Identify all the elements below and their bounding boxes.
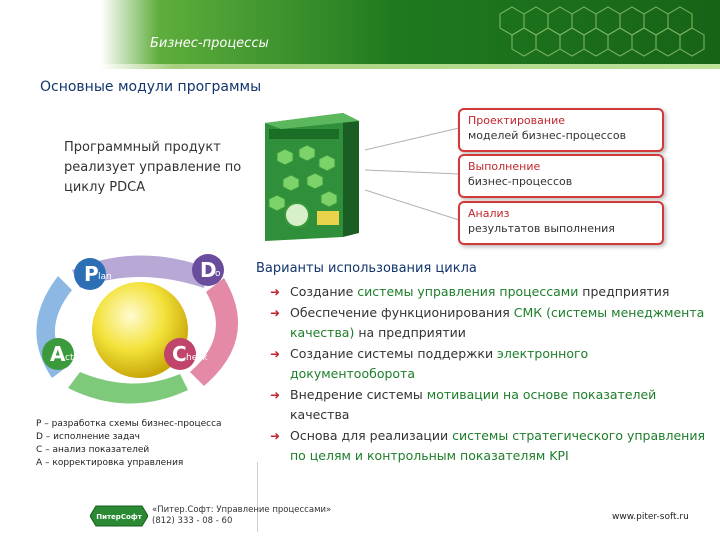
do-suffix: o xyxy=(215,269,221,279)
stage-title: Выполнение xyxy=(468,160,541,173)
plan-suffix: lan xyxy=(98,272,112,282)
arrow-right-icon: ➜ xyxy=(270,305,281,320)
svg-text:ПитерСофт: ПитерСофт xyxy=(96,513,142,521)
product-description: Программный продукт реализует управление по циклу PDCA xyxy=(64,140,242,195)
usage-list xyxy=(270,282,716,467)
do-letter: D xyxy=(200,258,217,282)
check-suffix: heck xyxy=(186,353,208,363)
arrow-right-icon: ➜ xyxy=(270,387,281,402)
stage-title: Проектирование xyxy=(468,114,565,127)
arrow-do-check xyxy=(190,278,238,386)
footer-phone: (812) 333 - 08 - 60 xyxy=(152,516,233,526)
stage-subtitle: моделей бизнес-процессов xyxy=(468,129,627,142)
header-title: Бизнес-процессы xyxy=(150,36,269,51)
arrow-check-act xyxy=(68,372,188,404)
arrow-right-icon: ➜ xyxy=(270,346,281,361)
stage-subtitle: результатов выполнения xyxy=(468,222,615,235)
legend-item: A – корректировка управления xyxy=(36,458,184,468)
legend-item: P – разработка схемы бизнес-процесса xyxy=(36,419,222,429)
footer-contact xyxy=(152,505,331,527)
plan-letter: P xyxy=(84,262,99,286)
header-stripe xyxy=(0,64,720,69)
arrow-right-icon: ➜ xyxy=(270,285,281,299)
section-title: Основные модули программы xyxy=(40,79,262,95)
pdca-cycle-diagram xyxy=(28,248,248,410)
stage-box-design xyxy=(458,108,664,152)
product-box-image xyxy=(255,105,367,245)
act-letter: A xyxy=(50,342,66,366)
list-item: ➜ Основа для реализации системы стратегического управления по целям и контрольным показателям KPI xyxy=(270,427,705,463)
stage-box-execution xyxy=(458,154,664,198)
list-item: ➜ Создание системы управления процессами предприятия xyxy=(270,282,716,303)
act-suffix: ct xyxy=(65,353,74,363)
list-item: ➜ Создание системы поддержки электронного документооборота xyxy=(270,345,589,381)
arrow-right-icon: ➜ xyxy=(270,428,281,443)
legend-item: C – анализ показателей xyxy=(36,445,150,455)
legend-item: D – исполнение задач xyxy=(36,432,141,442)
connector-lines xyxy=(365,110,461,250)
check-letter: C xyxy=(172,342,187,366)
stage-subtitle: бизнес-процессов xyxy=(468,175,573,188)
footer-website-link[interactable]: www.piter-soft.ru xyxy=(612,512,689,522)
hexagon-pattern-decoration xyxy=(492,2,712,64)
usage-title: Варианты использования цикла xyxy=(256,261,477,276)
pdca-legend xyxy=(36,418,222,470)
list-item: ➜ Внедрение системы мотивации на основе показателей качества xyxy=(270,386,657,422)
list-item: ➜ Обеспечение функционирования СМК (системы менеджмента качества) на предприятии xyxy=(270,304,705,340)
company-logo xyxy=(90,504,148,528)
footer-product-name: «Питер.Софт: Управление процессами» xyxy=(152,505,332,515)
stage-title: Анализ xyxy=(468,207,510,220)
stage-box-analysis xyxy=(458,201,664,245)
